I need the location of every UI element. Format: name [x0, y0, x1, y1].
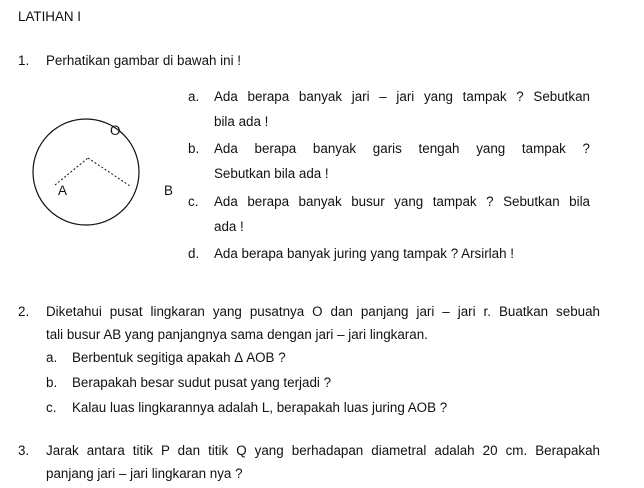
- circle-outline: [33, 119, 139, 225]
- q3-line1: Jarak antara titik P dan titik Q yang berhadapan diametral adalah 20 cm. Berapakah: [46, 443, 600, 458]
- q3-number: 3.: [18, 443, 30, 458]
- q1-item-b-letter: b.: [188, 141, 200, 156]
- q2-item-c-text: Kalau luas lingkarannya adalah L, berapakah luas juring AOB ?: [72, 400, 448, 415]
- q1-item-a-letter: a.: [188, 89, 200, 104]
- radius-oa: [55, 158, 88, 185]
- q2-number: 2.: [18, 304, 30, 319]
- q1-item-a-line2: bila ada !: [214, 114, 269, 129]
- worksheet-title: LATIHAN I: [18, 9, 81, 24]
- q1-item-c-line1: Ada berapa banyak busur yang tampak ? Sebutkan bila: [214, 194, 590, 209]
- q1-item-c-line2: ada !: [214, 219, 244, 234]
- q1-prompt: Perhatikan gambar di bawah ini !: [46, 53, 242, 68]
- q1-item-d-line1: Ada berapa banyak juring yang tampak ? Arsirlah !: [214, 246, 514, 261]
- radius-ob: [88, 158, 130, 186]
- q2-item-b-text: Berapakah besar sudut pusat yang terjadi ?: [72, 375, 332, 390]
- q1-item-b-line1: Ada berapa banyak garis tengah yang tampak ?: [214, 141, 590, 156]
- q2-item-a-text: Berbentuk segitiga apakah Δ AOB ?: [72, 350, 286, 365]
- q1-number: 1.: [18, 53, 30, 68]
- label-b: B: [164, 183, 173, 198]
- label-a: A: [58, 183, 67, 198]
- q1-item-c-letter: c.: [188, 194, 199, 209]
- q2-item-b-letter: b.: [46, 375, 58, 390]
- q1-item-b-line2: Sebutkan bila ada !: [214, 166, 329, 181]
- q2-item-c-letter: c.: [46, 400, 57, 415]
- q3-line2: panjang jari – jari lingkaran nya ?: [46, 466, 243, 481]
- q2-item-a-letter: a.: [46, 350, 58, 365]
- q2-line2: tali busur AB yang panjangnya sama dengan jari – jari lingkaran.: [46, 327, 428, 342]
- label-o: O: [110, 123, 121, 138]
- q1-item-d-letter: d.: [188, 246, 200, 261]
- q1-item-a-line1: Ada berapa banyak jari – jari yang tampak ? Sebutkan: [214, 89, 590, 104]
- q2-line1: Diketahui pusat lingkaran yang pusatnya O dan panjang jari – jari r. Buatkan sebuah: [46, 304, 600, 319]
